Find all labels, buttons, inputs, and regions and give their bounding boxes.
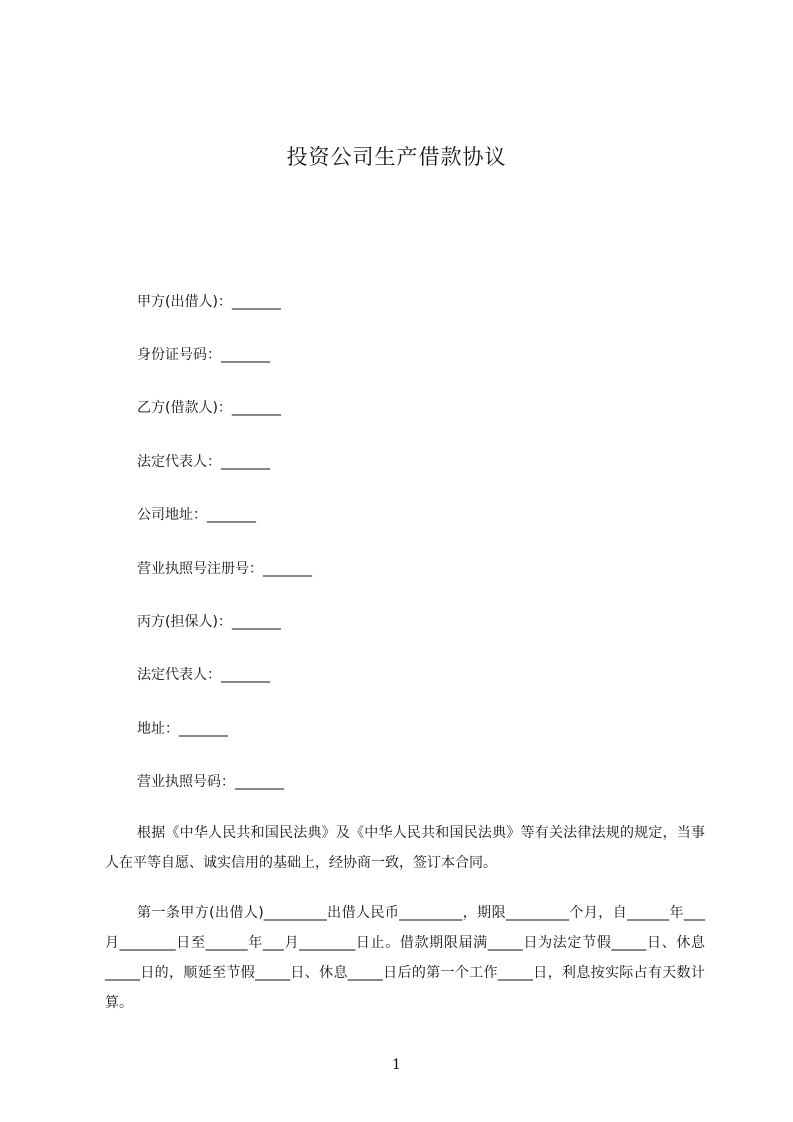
field-company-address: 公司地址：_______ xyxy=(137,507,256,523)
field-legal-rep-guarantor: 法定代表人：_______ xyxy=(137,667,270,683)
paragraph-article-1: 第一条甲方(出借人)_________出借人民币_________，期限_________个月，自______年___月________日至______年___月________日止。借款期限届满_____日为法定节假_____日、休息_____日的，顺延至节假_____日、休息_____日后的第一个工作_____日，利息按实际占有天数计算。 xyxy=(105,905,705,1011)
field-address: 地址：_______ xyxy=(137,721,228,737)
paragraph-preamble: 根据《中华人民共和国民法典》及《中华人民共和国民法典》等有关法律法规的规定，当事人在平等自愿、诚实信用的基础上，经协商一致，签订本合同。 xyxy=(105,825,705,871)
field-business-reg-number: 营业执照号注册号：_______ xyxy=(137,561,312,577)
field-lender: 甲方(出借人)：_______ xyxy=(137,294,281,310)
document-title: 投资公司生产借款协议 xyxy=(286,145,507,169)
field-legal-rep-borrower: 法定代表人：_______ xyxy=(137,454,270,470)
field-guarantor: 丙方(担保人)：_______ xyxy=(137,614,281,630)
field-id-number: 身份证号码：_______ xyxy=(137,347,270,363)
field-borrower: 乙方(借款人)：_______ xyxy=(137,400,281,416)
page-number: 1 xyxy=(392,1057,401,1073)
field-business-license-number: 营业执照号码：_______ xyxy=(137,774,284,790)
